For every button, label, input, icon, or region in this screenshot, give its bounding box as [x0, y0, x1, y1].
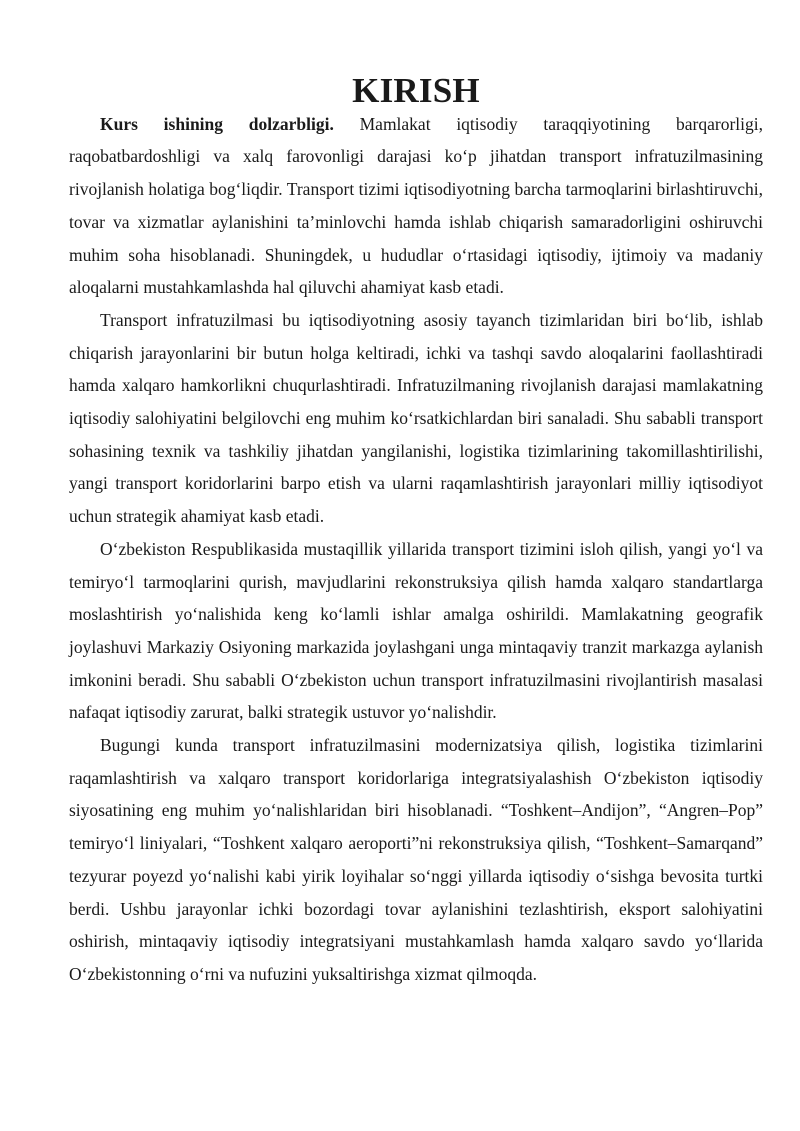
paragraph-lead: Kurs ishining dolzarbligi.	[100, 113, 334, 134]
paragraph-infrastructure: Transport infratuzilmasi bu iqtisodiyotning asosiy tayanch tizimlaridan biri bo‘lib, ishlab chiqarish jarayonlarini bir butun holga keltiradi, ichki va tashqi savdo aloqalarini faollashtiradi hamda xalqaro hamkorlikni chuqurlashtiradi. Infratuzilmaning rivojlanish darajasi mamlakatning iqtisodiy salohiyatini belgilovchi eng muhim ko‘rsatkichlardan biri sanaladi. Shu sababli transport sohasining texnik va tashkiliy jihatdan yangilanishi, logistika tizimlarining takomillashtirilishi, yangi transport koridorlarini barpo etish va ularni raqamlashtirish jarayonlari milliy iqtisodiyot uchun strategik ahamiyat kasb etadi.	[69, 309, 763, 527]
paragraph-modernization: Bugungi kunda transport infratuzilmasini modernizatsiya qilish, logistika tizimlarini raqamlashtirish va xalqaro transport koridorlariga integratsiyalashish O‘zbekiston iqtisodiy siyosatining eng muhim yo‘nalishlaridan biri hisoblanadi. “Toshkent–Andijon”, “Angren–Pop” temiryo‘l liniyalari, “Toshkent xalqaro aeroporti”ni rekonstruksiya qilish, “Toshkent–Samarqand” tezyurar poyezd yo‘nalishi kabi yirik loyihalar so‘nggi yillarda iqtisodiy o‘sishga bevosita turtki berdi. Ushbu jarayonlar ichki bozordagi tovar aylanishini tezlashtirish, eksport salohiyatini oshirish, mintaqaviy iqtisodiy integratsiyani mustahkamlash hamda xalqaro savdo yo‘llarida O‘zbekistonning o‘rni va nufuzini yuksaltirishga xizmat qilmoqda.	[69, 735, 763, 984]
paragraph-uzbekistan: O‘zbekiston Respublikasida mustaqillik yillarida transport tizimini isloh qilish, yangi yo‘l va temiryo‘l tarmoqlarini qurish, mavjudlarini rekonstruksiya qilish hamda xalqaro standartlarga moslashtirish yo‘nalishida keng ko‘lamli ishlar amalga oshirildi. Mamlakatning geografik joylashuvi Markaziy Osiyoning markazida joylashgani unga mintaqaviy tranzit markazga aylanish imkonini beradi. Shu sababli O‘zbekiston uchun transport infratuzilmasini rivojlantirish masalasi nafaqat iqtisodiy zarurat, balki strategik ustuvor yo‘nalishdir.	[69, 538, 763, 723]
document-page	[69, 71, 763, 991]
section-title: KIRISH	[352, 71, 480, 110]
paragraph-relevance	[69, 108, 763, 304]
paragraph-text: Mamlakat iqtisodiy taraqqiyotining barqarorligi, raqobatbardoshligi va xalq farovonligi darajasi ko‘p jihatdan transport infratuzilmasining rivojlanish holatiga bog‘liqdir. Transport tizimi iqtisodiyotning barcha tarmoqlarini birlashtiruvchi, tovar va xizmatlar aylanishini ta’minlovchi hamda ishlab chiqarish samaradorligini oshiruvchi muhim soha hisoblanadi. Shuningdek, u hududlar o‘rtasidagi iqtisodiy, ijtimoiy va madaniy aloqalarni mustahkamlashda hal qiluvchi ahamiyat kasb etadi.	[69, 113, 763, 298]
